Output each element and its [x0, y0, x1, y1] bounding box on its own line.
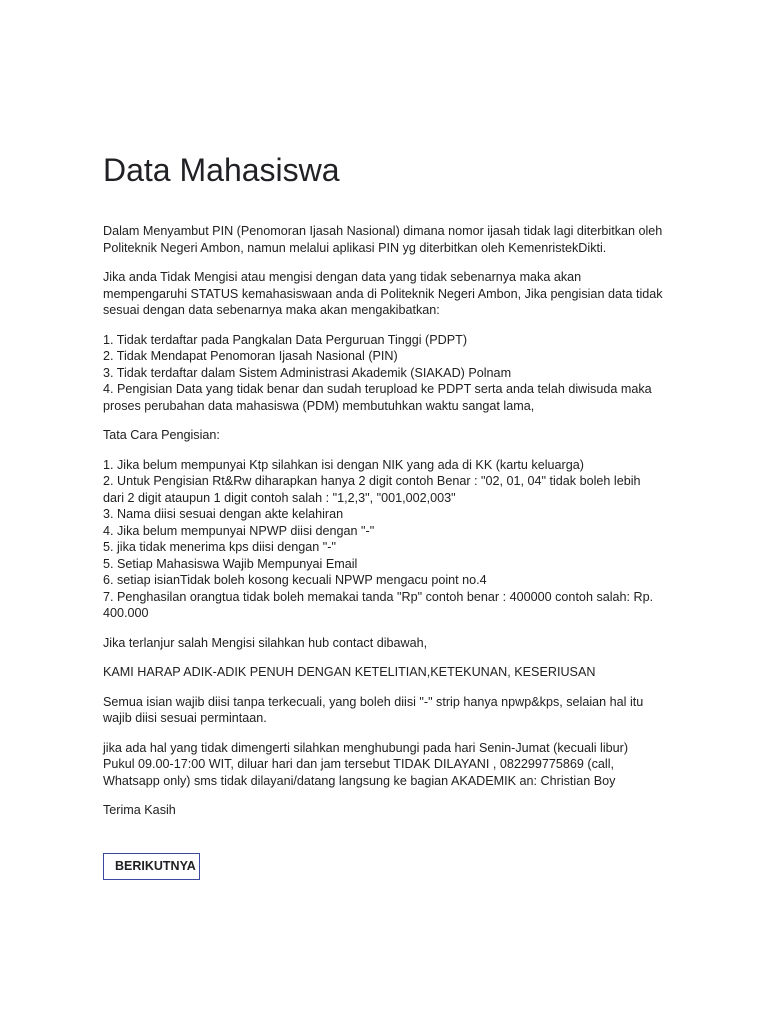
procedure-heading: Tata Cara Pengisian: — [103, 428, 220, 442]
intro-paragraph: Dalam Menyambut PIN (Penomoran Ijasah Nasional) dimana nomor ijasah tidak lagi diterbitkan oleh Politeknik Negeri Ambon, namun melalui aplikasi PIN yg diterbitkan oleh KemenristekDikti. — [103, 224, 663, 255]
list-item: 5. jika tidak menerima kps diisi dengan "-" — [103, 540, 336, 554]
list-item: 1. Tidak terdaftar pada Pangkalan Data Perguruan Tinggi (PDPT) — [103, 332, 468, 347]
form-description — [103, 150, 663, 880]
list-item: 7. Penghasilan orangtua tidak boleh memakai tanda "Rp" contoh benar : 400000 contoh salah: Rp. 400.000 — [103, 589, 654, 620]
closing-paragraph: Terima Kasih — [103, 803, 176, 817]
intro-paragraph: Jika anda Tidak Mengisi atau mengisi dengan data yang tidak sebenarnya maka akan mempengaruhi STATUS kemahasiswaan anda di Politeknik Negeri Ambon, Jika pengisian data tidak sesuai dengan data sebenarnya maka akan mengakibatkan: — [103, 270, 663, 317]
closing-paragraph: KAMI HARAP ADIK-ADIK PENUH DENGAN KETELITIAN,KETEKUNAN, KESERIUSAN — [103, 665, 596, 679]
list-item: 3. Nama diisi sesuai dengan akte kelahiran — [103, 507, 344, 521]
closing-paragraph: Jika terlanjur salah Mengisi silahkan hub contact dibawah, — [103, 635, 428, 650]
closing-paragraph: Semua isian wajib diisi tanpa terkecuali, yang boleh diisi "-" strip hanya npwp&kps, selaian hal itu wajib diisi sesuai permintaan. — [103, 694, 644, 725]
list-item: 4. Jika belum mempunyai NPWP diisi dengan "-" — [103, 523, 375, 538]
list-item: 2. Tidak Mendapat Penomoran Ijasah Nasional (PIN) — [103, 349, 398, 363]
list-item: 4. Pengisian Data yang tidak benar dan sudah terupload ke PDPT serta anda telah diwisuda maka proses perubahan data mahasiswa (PDM) membutuhkan waktu sangat lama, — [103, 382, 652, 413]
list-item: 6. setiap isianTidak boleh kosong kecuali NPWP mengacu point no.4 — [103, 573, 487, 587]
list-item: 3. Tidak terdaftar dalam Sistem Administrasi Akademik (SIAKAD) Polnam — [103, 365, 512, 380]
page-title: Data Mahasiswa — [103, 152, 340, 188]
procedure-list — [103, 457, 663, 622]
list-item: 1. Jika belum mempunyai Ktp silahkan isi dengan NIK yang ada di KK (kartu keluarga) — [103, 457, 584, 472]
list-item: 2. Untuk Pengisian Rt&Rw diharapkan hanya 2 digit contoh Benar : "02, 01, 04" tidak boleh lebih dari 2 digit ataupun 1 digit contoh salah : "1,2,3", "001,002,003" — [103, 474, 641, 505]
next-button[interactable]: BERIKUTNYA — [103, 853, 200, 880]
consequence-list — [103, 332, 663, 415]
closing-paragraph: jika ada hal yang tidak dimengerti silahkan menghubungi pada hari Senin-Jumat (kecuali libur) Pukul 09.00-17:00 WIT, diluar hari dan jam tersebut TIDAK DILAYANI , 082299775869 (call, Whatsapp only) sms tidak dilayani/datang langsung ke bagian AKADEMIK an: Christian Boy — [103, 740, 629, 788]
list-item: 5. Setiap Mahasiswa Wajib Mempunyai Email — [103, 556, 358, 571]
